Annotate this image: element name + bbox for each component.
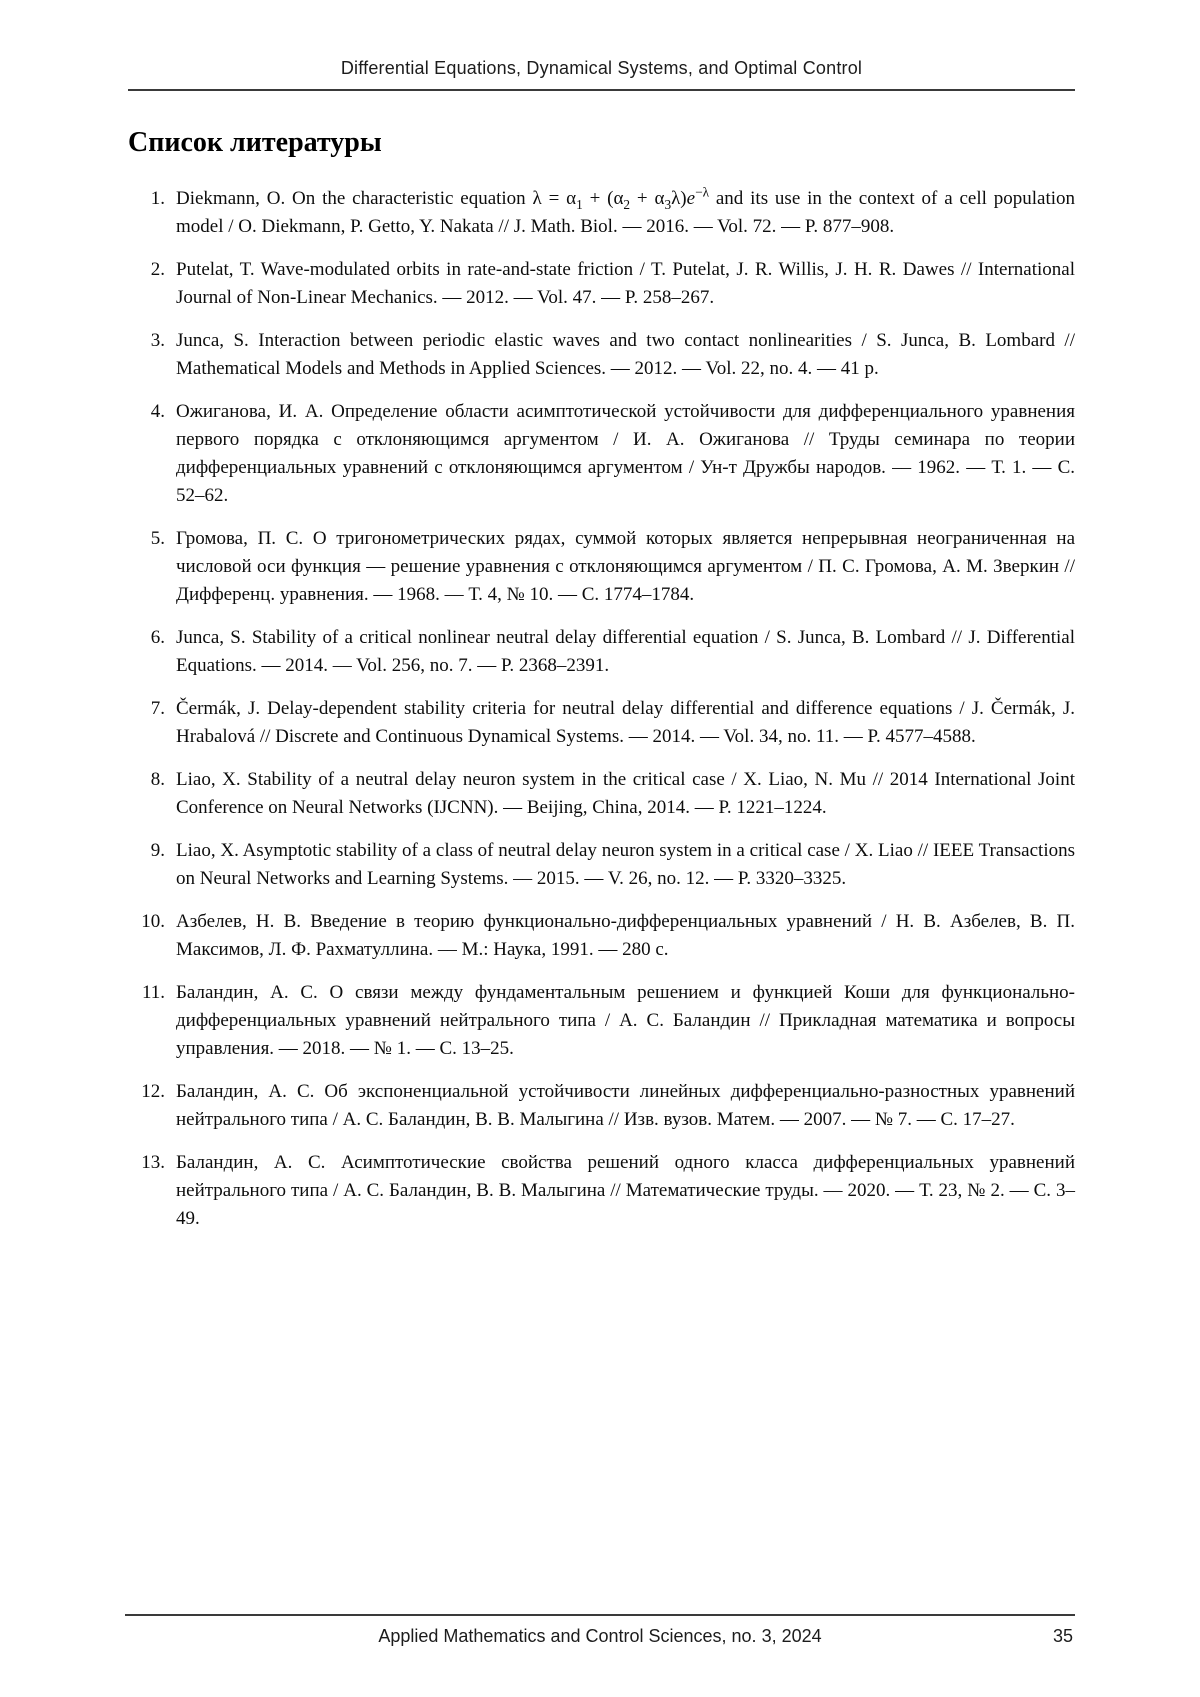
page-footer bbox=[125, 1604, 1075, 1647]
reference-number: 9. bbox=[150, 840, 165, 861]
footer-row bbox=[125, 1626, 1075, 1647]
reference-item bbox=[128, 398, 1075, 510]
reference-text: Ожиганова, И. А. Определение области асимптотической устойчивости для дифференциального уравнения первого порядка с отклоняющимся аргументом / И. А. Ожиганова // Труды семинара по теории дифференциальных уравнений с отклоняющимся аргументом / Ун-т Дружбы народов. –– 1962. — Т. 1. — С. 52–62. bbox=[176, 401, 1075, 506]
reference-number: 8. bbox=[150, 769, 165, 790]
reference-text: Баландин, А. С. О связи между фундаментальным решением и функцией Коши для функционально-дифференциальных уравнений нейтрального типа / А. С. Баландин // Прикладная математика и вопросы управления. — 2018. — № 1. — С. 13–25. bbox=[176, 982, 1075, 1059]
reference-item bbox=[128, 837, 1075, 893]
reference-text: Junca, S. Interaction between periodic elastic waves and two contact nonlinearities / S. Junca, B. Lombard // Mathematical Models and Methods in Applied Sciences. — 2012. — Vol. 22, no. 4. — 41 p. bbox=[176, 330, 1075, 379]
reference-number: 3. bbox=[150, 330, 165, 351]
reference-number: 13. bbox=[141, 1152, 165, 1173]
header-rule bbox=[128, 89, 1075, 91]
footer-rule bbox=[125, 1614, 1075, 1616]
reference-text: Junca, S. Stability of a critical nonlinear neutral delay differential equation / S. Junca, B. Lombard // J. Differential Equations. — 2014. –– Vol. 256, no. 7. — P. 2368–2391. bbox=[176, 627, 1075, 676]
reference-item bbox=[128, 256, 1075, 312]
reference-item bbox=[128, 695, 1075, 751]
reference-text: Čermák, J. Delay-dependent stability criteria for neutral delay differential and difference equations / J. Čermák, J. Hrabalová // Discrete and Continuous Dynamical Systems. — 2014. — Vol. 34, no. 11. — P. 4577–4588. bbox=[176, 698, 1075, 747]
reference-number: 2. bbox=[150, 259, 165, 280]
footer-journal-line: Applied Mathematics and Control Sciences, no. 3, 2024 bbox=[378, 1626, 822, 1646]
reference-list bbox=[128, 185, 1075, 1233]
content bbox=[0, 127, 1200, 1233]
reference-number: 1. bbox=[150, 188, 165, 209]
reference-item bbox=[128, 327, 1075, 383]
reference-number: 11. bbox=[141, 982, 165, 1003]
section-title: Список литературы bbox=[128, 127, 382, 158]
reference-text: Diekmann, O. On the characteristic equation $\lambda = \alpha_1 + (\alpha_2 + \alpha_3\lambda)e^{-\lambda}$ and its use in the context of a cell population model / O. Diekmann, P. Getto, Y. Nakata // J. Math. Biol. — 2016. — Vol. 72. — P. 877–908. bbox=[176, 184, 1075, 237]
reference-text: Азбелев, Н. В. Введение в теорию функционально-дифференциальных уравнений / Н. В. Азбелев, В. П. Максимов, Л. Ф. Рахматуллина. –– М.: Наука, 1991. — 280 с. bbox=[176, 911, 1075, 960]
reference-text: Liao, X. Asymptotic stability of a class of neutral delay neuron system in a critical case / X. Liao // IEEE Transactions on Neural Networks and Learning Systems. –– 2015. — V. 26, no. 12. — P. 3320–3325. bbox=[176, 840, 1075, 889]
page-number: 35 bbox=[1052, 1626, 1073, 1646]
reference-item bbox=[128, 525, 1075, 609]
reference-item bbox=[128, 766, 1075, 822]
reference-text: Баландин, А. С. Асимптотические свойства решений одного класса дифференциальных уравнений нейтрального типа / А. С. Баландин, В. В. Малыгина // Математические труды. –– 2020. — Т. 23, № 2. — С. 3–49. bbox=[176, 1152, 1075, 1229]
reference-item bbox=[128, 185, 1075, 241]
reference-number: 4. bbox=[150, 401, 165, 422]
reference-text: Баландин, А. С. Об экспоненциальной устойчивости линейных дифференциально-разностных уравнений нейтрального типа / А. С. Баландин, В. В. Малыгина // Изв. вузов. Матем. — 2007. — № 7. — С. 17–27. bbox=[176, 1081, 1075, 1130]
reference-number: 5. bbox=[150, 528, 165, 549]
reference-number: 12. bbox=[141, 1081, 165, 1102]
reference-number: 10. bbox=[141, 911, 165, 932]
reference-number: 7. bbox=[150, 698, 165, 719]
reference-item bbox=[128, 908, 1075, 964]
reference-number: 6. bbox=[150, 627, 165, 648]
reference-text: Liao, X. Stability of a neutral delay neuron system in the critical case / X. Liao, N. Mu // 2014 International Joint Conference on Neural Networks (IJCNN). — Beijing, China, 2014. — P. 1221–1224. bbox=[176, 769, 1075, 818]
reference-item bbox=[128, 1149, 1075, 1233]
reference-item bbox=[128, 979, 1075, 1063]
reference-text: Putelat, T. Wave-modulated orbits in rate-and-state friction / T. Putelat, J. R. Willis, J. H. R. Dawes // International Journal of Non-Linear Mechanics. — 2012. — Vol. 47. — P. 258–267. bbox=[176, 259, 1075, 308]
page-header bbox=[0, 0, 1200, 91]
running-head: Differential Equations, Dynamical Systems, and Optimal Control bbox=[340, 58, 863, 78]
reference-item bbox=[128, 624, 1075, 680]
reference-text: Громова, П. С. О тригонометрических рядах, суммой которых является непрерывная неограниченная на числовой оси функция — решение уравнения с отклоняющимся аргументом / П. С. Громова, А. М. Зверкин // Дифференц. уравнения. — 1968. –– Т. 4, № 10. — С. 1774–1784. bbox=[176, 528, 1075, 605]
reference-item bbox=[128, 1078, 1075, 1134]
